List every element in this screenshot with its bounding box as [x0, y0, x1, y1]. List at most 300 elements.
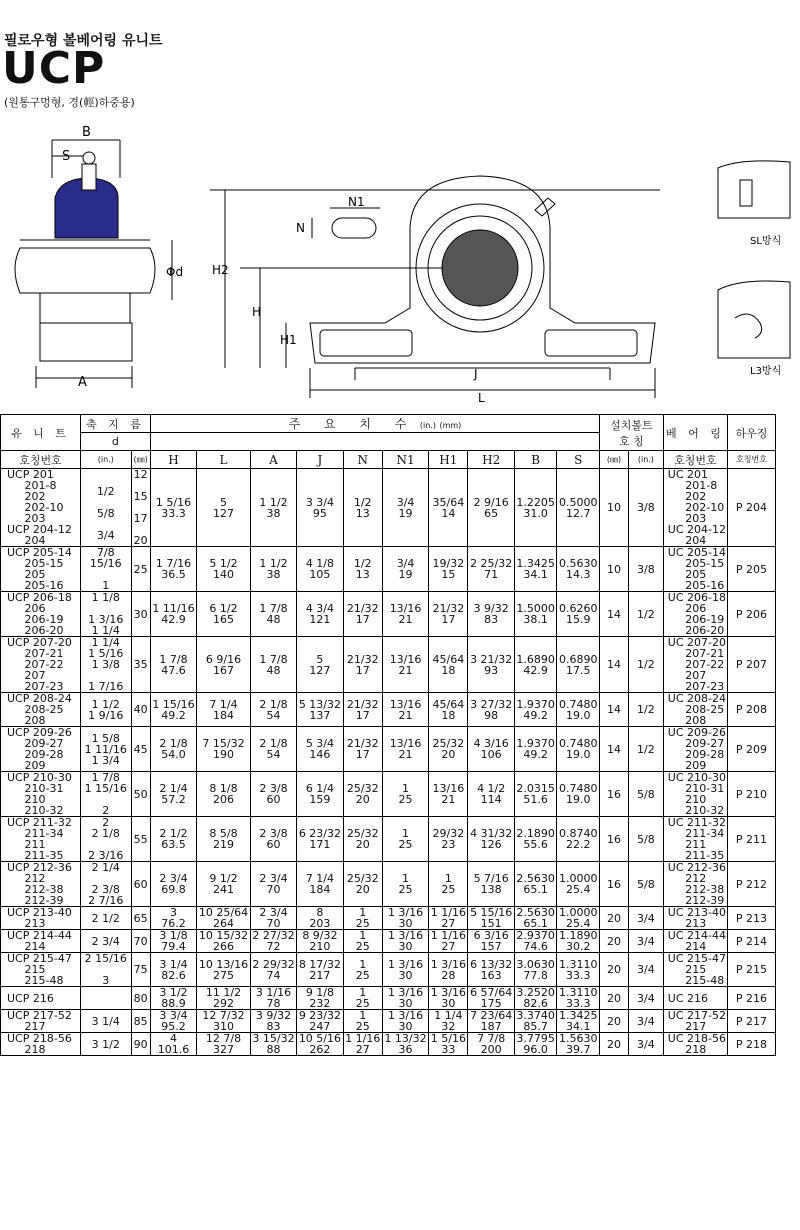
cell-bolt-in: 5/8: [628, 772, 663, 817]
cell-L: 10 25/64 264: [197, 907, 251, 930]
cell-N1: 13/16 21: [382, 693, 428, 727]
cell-J: 3 3/4 95: [297, 469, 343, 547]
cell-N: 21/32 17: [343, 592, 382, 637]
label-L: L: [478, 391, 485, 405]
cell-bearing: UC 210-30 210-31 210 210-32: [663, 772, 727, 817]
cell-bolt-in: 3/4: [628, 1033, 663, 1056]
cell-L: 7 1/4 184: [197, 693, 251, 727]
hdr-A: A: [250, 451, 296, 469]
cell-S: 1.5630 39.7: [557, 1033, 600, 1056]
cell-bolt-in: 3/4: [628, 907, 663, 930]
cell-S: 1.3110 33.3: [557, 953, 600, 987]
cell-H2: 2 9/16 65: [468, 469, 514, 547]
cell-B: 2.1890 55.6: [514, 817, 557, 862]
description: (원통구멍형, 경(輕)하중용): [4, 96, 135, 109]
cell-N: 1/2 13: [343, 469, 382, 547]
hdr-unit-code: 호칭번호: [1, 451, 81, 469]
cell-N: 1 25: [343, 930, 382, 953]
table-row: [1, 907, 776, 930]
cell-housing: P 207: [728, 637, 776, 693]
cell-housing: P 216: [728, 987, 776, 1010]
cell-bearing: UC 218-56 218: [663, 1033, 727, 1056]
cell-d-in: 1/2 5/8 3/4: [81, 469, 132, 547]
cell-bearing: UC 216: [663, 987, 727, 1010]
hdr-bearing: 베 어 링: [663, 415, 727, 451]
cell-S: 0.8740 22.2: [557, 817, 600, 862]
cell-N1: 1 3/16 30: [382, 907, 428, 930]
table-row: [1, 592, 776, 637]
cell-bearing: UC 217-52 217: [663, 1010, 727, 1033]
cell-bearing: UC 208-24 208-25 208: [663, 693, 727, 727]
cell-N1: 1 3/16 30: [382, 953, 428, 987]
cell-bolt-in: 5/8: [628, 862, 663, 907]
hdr-bolt-mm: (㎜): [600, 451, 629, 469]
cell-H2: 5 15/16 151: [468, 907, 514, 930]
table-row: [1, 817, 776, 862]
cell-H: 3 1/8 79.4: [150, 930, 196, 953]
cell-d-mm: 40: [131, 693, 150, 727]
cell-H1: 1 1/16 27: [429, 930, 468, 953]
cell-S: 1.3110 33.3: [557, 987, 600, 1010]
cell-H1: 29/32 23: [429, 817, 468, 862]
cell-N: 21/32 17: [343, 693, 382, 727]
label-H2: H2: [212, 263, 229, 277]
label-J: J: [474, 367, 478, 381]
cell-d-mm: 75: [131, 953, 150, 987]
subtitle: 필로우형 볼베어링 유니트: [4, 33, 163, 49]
cell-housing: P 213: [728, 907, 776, 930]
cell-N: 21/32 17: [343, 637, 382, 693]
cell-J: 6 1/4 159: [297, 772, 343, 817]
hdr-H: H: [150, 451, 196, 469]
cell-J: 7 1/4 184: [297, 862, 343, 907]
label-H1: H1: [280, 333, 297, 347]
cell-J: 9 23/32 247: [297, 1010, 343, 1033]
cell-unit: UCP 209-26 209-27 209-28 209: [1, 727, 81, 772]
cell-L: 12 7/8 327: [197, 1033, 251, 1056]
cell-unit: UCP 216: [1, 987, 81, 1010]
cell-L: 5 127: [197, 469, 251, 547]
cell-L: 6 9/16 167: [197, 637, 251, 693]
cell-bolt-mm: 14: [600, 693, 629, 727]
cell-bolt-mm: 14: [600, 727, 629, 772]
cell-H: 1 11/16 42.9: [150, 592, 196, 637]
hdr-L: L: [197, 451, 251, 469]
table-row: [1, 953, 776, 987]
cell-S: 1.0000 25.4: [557, 907, 600, 930]
cell-bolt-in: 3/4: [628, 953, 663, 987]
cell-B: 2.0315 51.6: [514, 772, 557, 817]
cell-B: 2.9370 74.6: [514, 930, 557, 953]
cell-housing: P 210: [728, 772, 776, 817]
cell-N1: 1 3/16 30: [382, 930, 428, 953]
cell-d-mm: 70: [131, 930, 150, 953]
cell-S: 0.7480 19.0: [557, 772, 600, 817]
hdr-main-dims: 주 요 치 수 (in.) (mm): [150, 415, 599, 433]
cell-A: 1 7/8 48: [250, 637, 296, 693]
cell-N: 1 25: [343, 953, 382, 987]
technical-drawing: [0, 118, 800, 410]
cell-d-mm: 12 15 17 20: [131, 469, 150, 547]
cell-A: 2 27/32 72: [250, 930, 296, 953]
cell-S: 1.1890 30.2: [557, 930, 600, 953]
cell-unit: UCP 210-30 210-31 210 210-32: [1, 772, 81, 817]
cell-H2: 2 25/32 71: [468, 547, 514, 592]
hdr-shaft-d: d: [81, 433, 151, 451]
cell-bolt-mm: 14: [600, 637, 629, 693]
cell-d-in: 3 1/2: [81, 1033, 132, 1056]
cell-d-in: 1 1/4 1 5/16 1 3/8 1 7/16: [81, 637, 132, 693]
cell-bolt-mm: 16: [600, 772, 629, 817]
cell-housing: P 217: [728, 1010, 776, 1033]
side-view: [15, 140, 172, 388]
cell-H2: 7 7/8 200: [468, 1033, 514, 1056]
cell-J: 4 1/8 105: [297, 547, 343, 592]
cell-N1: 13/16 21: [382, 592, 428, 637]
cell-H2: 3 21/32 93: [468, 637, 514, 693]
cell-J: 9 1/8 232: [297, 987, 343, 1010]
cell-H1: 19/32 15: [429, 547, 468, 592]
cell-A: 2 3/4 70: [250, 907, 296, 930]
cell-d-in: 1 1/2 1 9/16: [81, 693, 132, 727]
cell-H1: 1 5/16 33: [429, 1033, 468, 1056]
cell-J: 5 13/32 137: [297, 693, 343, 727]
cell-bolt-mm: 16: [600, 862, 629, 907]
cell-J: 8 203: [297, 907, 343, 930]
front-view: [210, 176, 660, 398]
cell-d-in: 7/8 15/16 1: [81, 547, 132, 592]
table-row: [1, 469, 776, 547]
cell-bolt-mm: 20: [600, 1033, 629, 1056]
cell-J: 5 127: [297, 637, 343, 693]
cell-B: 2.5630 65.1: [514, 907, 557, 930]
cell-unit: UCP 205-14 205-15 205 205-16: [1, 547, 81, 592]
cell-unit: UCP 201 201-8 202 202-10 203 UCP 204-12 204: [1, 469, 81, 547]
cell-d-mm: 90: [131, 1033, 150, 1056]
cell-bolt-mm: 14: [600, 592, 629, 637]
cell-B: 3.7795 96.0: [514, 1033, 557, 1056]
cell-housing: P 214: [728, 930, 776, 953]
cell-bolt-mm: 20: [600, 953, 629, 987]
cell-bolt-mm: 20: [600, 1010, 629, 1033]
cell-d-in: 1 5/8 1 11/16 1 3/4: [81, 727, 132, 772]
cell-bolt-in: 1/2: [628, 727, 663, 772]
cell-S: 0.5000 12.7: [557, 469, 600, 547]
cell-L: 5 1/2 140: [197, 547, 251, 592]
cell-N: 1 1/16 27: [343, 1033, 382, 1056]
cell-d-mm: 35: [131, 637, 150, 693]
cell-unit: UCP 208-24 208-25 208: [1, 693, 81, 727]
cell-d-in: 2 1/2: [81, 907, 132, 930]
cell-H2: 3 27/32 98: [468, 693, 514, 727]
cell-J: 6 23/32 171: [297, 817, 343, 862]
cell-bearing: UC 212-36 212 212-38 212-39: [663, 862, 727, 907]
cell-B: 1.3425 34.1: [514, 547, 557, 592]
cell-S: 0.6260 15.9: [557, 592, 600, 637]
cell-B: 1.2205 31.0: [514, 469, 557, 547]
table-row: [1, 1010, 776, 1033]
cell-housing: P 218: [728, 1033, 776, 1056]
cell-bolt-mm: 20: [600, 907, 629, 930]
cell-B: 1.9370 49.2: [514, 727, 557, 772]
cell-H1: 35/64 14: [429, 469, 468, 547]
cell-N1: 13/16 21: [382, 637, 428, 693]
seal-details: [718, 161, 790, 358]
cell-H2: 6 57/64 175: [468, 987, 514, 1010]
table-row: [1, 693, 776, 727]
cell-d-in: 1 7/8 1 15/16 2: [81, 772, 132, 817]
cell-L: 8 5/8 219: [197, 817, 251, 862]
cell-H2: 6 13/32 163: [468, 953, 514, 987]
cell-d-in: 2 3/4: [81, 930, 132, 953]
cell-unit: UCP 207-20 207-21 207-22 207 207-23: [1, 637, 81, 693]
cell-bolt-in: 3/4: [628, 1010, 663, 1033]
cell-J: 5 3/4 146: [297, 727, 343, 772]
table-row: [1, 637, 776, 693]
cell-d-in: 1 1/8 1 3/16 1 1/4: [81, 592, 132, 637]
cell-H: 2 1/8 54.0: [150, 727, 196, 772]
cell-bolt-in: 5/8: [628, 817, 663, 862]
cell-L: 7 15/32 190: [197, 727, 251, 772]
cell-L: 6 1/2 165: [197, 592, 251, 637]
cell-H1: 1 1/4 32: [429, 1010, 468, 1033]
spec-table-body: [1, 469, 776, 1056]
cell-J: 8 17/32 217: [297, 953, 343, 987]
cell-housing: P 211: [728, 817, 776, 862]
cell-H: 3 3/4 95.2: [150, 1010, 196, 1033]
cell-A: 2 1/8 54: [250, 727, 296, 772]
cell-N1: 3/4 19: [382, 469, 428, 547]
cell-A: 1 1/2 38: [250, 469, 296, 547]
cell-bolt-mm: 20: [600, 930, 629, 953]
cell-unit: UCP 215-47 215 215-48: [1, 953, 81, 987]
cell-S: 0.7480 19.0: [557, 727, 600, 772]
cell-N1: 1 3/16 30: [382, 1010, 428, 1033]
cell-H1: 1 3/16 30: [429, 987, 468, 1010]
cell-N: 25/32 20: [343, 817, 382, 862]
cell-bearing: UC 209-26 209-27 209-28 209: [663, 727, 727, 772]
cell-L: 8 1/8 206: [197, 772, 251, 817]
cell-L: 11 1/2 292: [197, 987, 251, 1010]
cell-B: 3.2520 82.6: [514, 987, 557, 1010]
cell-A: 3 1/16 78: [250, 987, 296, 1010]
hdr-d-mm: (㎜): [131, 451, 150, 469]
cell-H: 3 76.2: [150, 907, 196, 930]
cell-d-mm: 30: [131, 592, 150, 637]
cell-housing: P 206: [728, 592, 776, 637]
cell-A: 3 9/32 83: [250, 1010, 296, 1033]
cell-bearing: UC 206-18 206 206-19 206-20: [663, 592, 727, 637]
cell-A: 2 3/8 60: [250, 772, 296, 817]
cell-bolt-in: 3/4: [628, 930, 663, 953]
cell-d-mm: 80: [131, 987, 150, 1010]
table-row: [1, 930, 776, 953]
cell-H2: 4 1/2 114: [468, 772, 514, 817]
cell-N1: 13/16 21: [382, 727, 428, 772]
cell-bolt-in: 3/8: [628, 547, 663, 592]
cell-unit: UCP 218-56 218: [1, 1033, 81, 1056]
label-d: Φd: [166, 265, 184, 279]
cell-d-in: [81, 987, 132, 1010]
cell-housing: P 212: [728, 862, 776, 907]
cell-bolt-in: 1/2: [628, 693, 663, 727]
cell-H: 1 5/16 33.3: [150, 469, 196, 547]
cell-H2: 6 3/16 157: [468, 930, 514, 953]
cell-B: 3.3740 85.7: [514, 1010, 557, 1033]
cell-B: 3.0630 77.8: [514, 953, 557, 987]
label-B: B: [82, 125, 91, 140]
cell-H: 3 1/2 88.9: [150, 987, 196, 1010]
cell-H2: 4 3/16 106: [468, 727, 514, 772]
cell-A: 2 29/32 74: [250, 953, 296, 987]
table-row: [1, 1033, 776, 1056]
cell-H: 1 7/8 47.6: [150, 637, 196, 693]
cell-d-in: 2 2 1/8 2 3/16: [81, 817, 132, 862]
cell-N: 1 25: [343, 987, 382, 1010]
cell-N1: 1 13/32 36: [382, 1033, 428, 1056]
cell-H1: 25/32 20: [429, 727, 468, 772]
hdr-bearing-code: 호칭번호: [663, 451, 727, 469]
cell-B: 1.5000 38.1: [514, 592, 557, 637]
cell-bolt-in: 3/4: [628, 987, 663, 1010]
hdr-shaft: 축 지 름: [81, 415, 151, 433]
cell-N1: 1 25: [382, 772, 428, 817]
cell-H1: 1 1/16 27: [429, 907, 468, 930]
cell-H1: 1 3/16 28: [429, 953, 468, 987]
cell-H1: 45/64 18: [429, 637, 468, 693]
cell-bolt-mm: 16: [600, 817, 629, 862]
cell-H2: 3 9/32 83: [468, 592, 514, 637]
cell-N: 1/2 13: [343, 547, 382, 592]
cell-bolt-mm: 10: [600, 547, 629, 592]
cell-A: 1 7/8 48: [250, 592, 296, 637]
cell-H: 1 15/16 49.2: [150, 693, 196, 727]
cell-d-in: 2 1/4 2 3/8 2 7/16: [81, 862, 132, 907]
hdr-H2: H2: [468, 451, 514, 469]
cell-unit: UCP 213-40 213: [1, 907, 81, 930]
cell-N: 1 25: [343, 907, 382, 930]
table-row: [1, 772, 776, 817]
table-row: [1, 727, 776, 772]
cell-N1: 3/4 19: [382, 547, 428, 592]
cell-L: 12 7/32 310: [197, 1010, 251, 1033]
cell-S: 0.6890 17.5: [557, 637, 600, 693]
cell-d-in: 3 1/4: [81, 1010, 132, 1033]
cell-N: 21/32 17: [343, 727, 382, 772]
label-sl: SL방식: [750, 236, 782, 247]
hdr-d-in: (in.): [81, 451, 132, 469]
cell-S: 1.0000 25.4: [557, 862, 600, 907]
label-N1: N1: [348, 195, 365, 209]
label-N: N: [296, 221, 305, 235]
cell-H1: 45/64 18: [429, 693, 468, 727]
cell-d-in: 2 15/16 3: [81, 953, 132, 987]
cell-d-mm: 55: [131, 817, 150, 862]
cell-bolt-in: 1/2: [628, 592, 663, 637]
cell-N: 25/32 20: [343, 772, 382, 817]
cell-bearing: UC 214-44 214: [663, 930, 727, 953]
hdr-J: J: [297, 451, 343, 469]
cell-H2: 4 31/32 126: [468, 817, 514, 862]
cell-housing: P 205: [728, 547, 776, 592]
label-l3: L3방식: [750, 366, 782, 377]
cell-housing: P 209: [728, 727, 776, 772]
cell-housing: P 215: [728, 953, 776, 987]
cell-S: 1.3425 34.1: [557, 1010, 600, 1033]
cell-bearing: UC 205-14 205-15 205 205-16: [663, 547, 727, 592]
hdr-N1: N1: [382, 451, 428, 469]
cell-H2: 7 23/64 187: [468, 1010, 514, 1033]
spec-table: [0, 414, 776, 1056]
cell-H1: 13/16 21: [429, 772, 468, 817]
cell-bearing: UC 207-20 207-21 207-22 207 207-23: [663, 637, 727, 693]
cell-housing: P 208: [728, 693, 776, 727]
cell-A: 2 1/8 54: [250, 693, 296, 727]
hdr-unit: 유 니 트: [1, 415, 81, 451]
cell-d-mm: 85: [131, 1010, 150, 1033]
cell-unit: UCP 214-44 214: [1, 930, 81, 953]
cell-bolt-mm: 10: [600, 469, 629, 547]
table-row: [1, 987, 776, 1010]
cell-N1: 1 25: [382, 817, 428, 862]
cell-d-mm: 45: [131, 727, 150, 772]
cell-A: 3 15/32 88: [250, 1033, 296, 1056]
label-A: A: [78, 375, 87, 390]
cell-unit: UCP 211-32 211-34 211 211-35: [1, 817, 81, 862]
cell-bolt-in: 3/8: [628, 469, 663, 547]
label-S: S: [62, 149, 71, 164]
cell-J: 10 5/16 262: [297, 1033, 343, 1056]
cell-S: 0.5630 14.3: [557, 547, 600, 592]
cell-L: 10 13/16 275: [197, 953, 251, 987]
cell-housing: P 204: [728, 469, 776, 547]
cell-N1: 1 3/16 30: [382, 987, 428, 1010]
hdr-S: S: [557, 451, 600, 469]
cell-S: 0.7480 19.0: [557, 693, 600, 727]
cell-N: 25/32 20: [343, 862, 382, 907]
cell-bearing: UC 211-32 211-34 211 211-35: [663, 817, 727, 862]
cell-H: 3 1/4 82.6: [150, 953, 196, 987]
hdr-housing-code: 호칭번호: [728, 451, 776, 469]
cell-H: 2 1/4 57.2: [150, 772, 196, 817]
cell-J: 4 3/4 121: [297, 592, 343, 637]
page-title: UCP: [2, 43, 106, 94]
table-row: [1, 547, 776, 592]
hdr-B: B: [514, 451, 557, 469]
cell-H1: 21/32 17: [429, 592, 468, 637]
label-H: H: [252, 305, 262, 319]
cell-H: 4 101.6: [150, 1033, 196, 1056]
hdr-H1: H1: [429, 451, 468, 469]
cell-L: 10 15/32 266: [197, 930, 251, 953]
hdr-bolt-in: (in.): [628, 451, 663, 469]
hdr-bolt: 설치볼트 호 칭: [600, 415, 664, 451]
cell-bearing: UC 213-40 213: [663, 907, 727, 930]
cell-unit: UCP 212-36 212 212-38 212-39: [1, 862, 81, 907]
cell-H2: 5 7/16 138: [468, 862, 514, 907]
cell-N1: 1 25: [382, 862, 428, 907]
cell-unit: UCP 217-52 217: [1, 1010, 81, 1033]
cell-H: 2 1/2 63.5: [150, 817, 196, 862]
hdr-housing: 하우징: [728, 415, 776, 451]
cell-A: 2 3/8 60: [250, 817, 296, 862]
cell-d-mm: 60: [131, 862, 150, 907]
cell-A: 2 3/4 70: [250, 862, 296, 907]
cell-bolt-mm: 20: [600, 987, 629, 1010]
cell-H: 1 7/16 36.5: [150, 547, 196, 592]
cell-A: 1 1/2 38: [250, 547, 296, 592]
cell-J: 8 9/32 210: [297, 930, 343, 953]
